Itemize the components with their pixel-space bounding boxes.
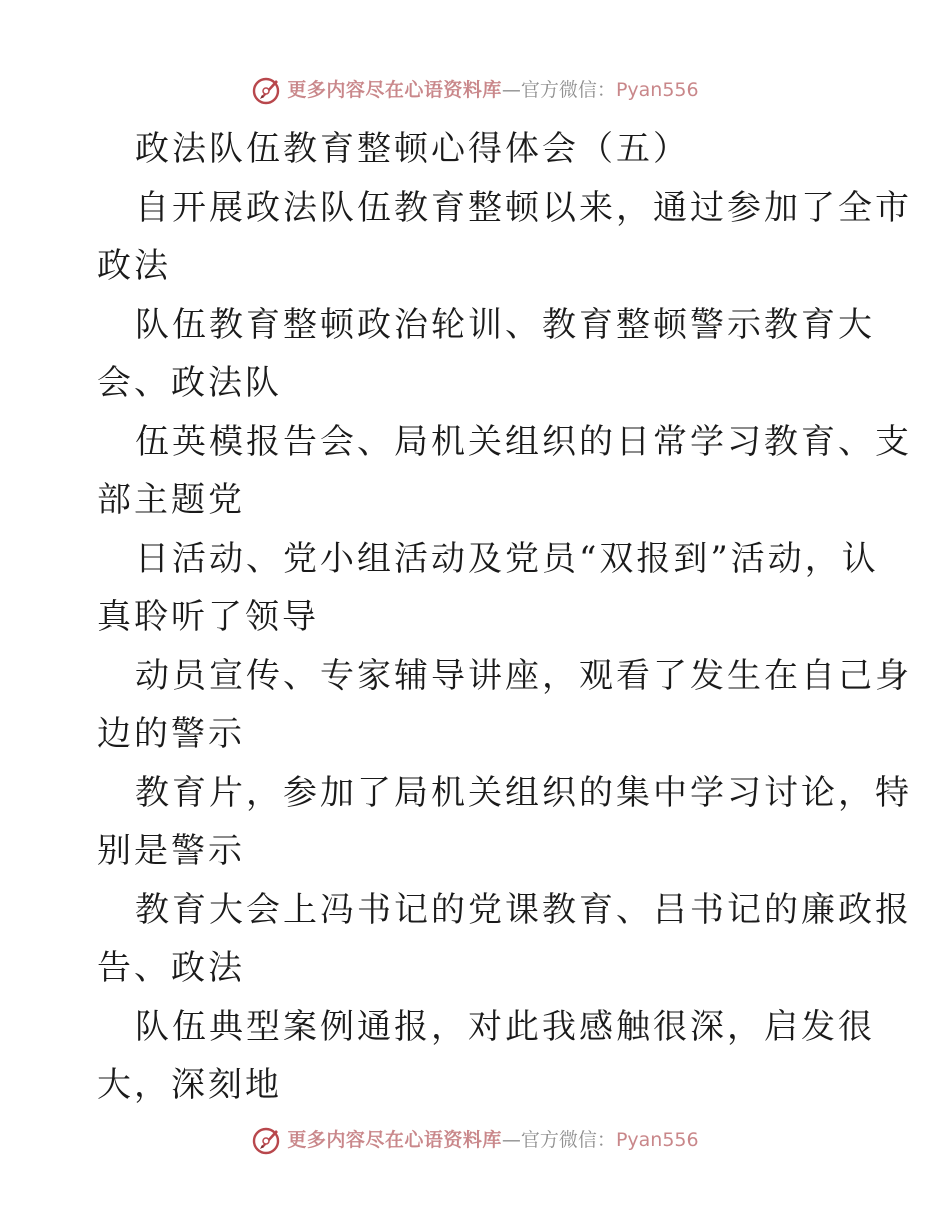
header-banner-main: 更多内容尽在心语资料库 bbox=[287, 78, 502, 101]
document-title: 政法队伍教育整顿心得体会（五） bbox=[135, 129, 690, 169]
text-line: 伍英模报告会、局机关组织的日常学习教育、支 bbox=[135, 421, 912, 462]
footer-banner-main: 更多内容尽在心语资料库 bbox=[287, 1128, 502, 1151]
text-line: 教育大会上冯书记的党课教育、吕书记的廉政报 bbox=[135, 889, 912, 930]
text-line: 真聆听了领导 bbox=[97, 597, 319, 637]
header-banner-text bbox=[287, 78, 699, 101]
text-line: 政法 bbox=[97, 246, 171, 286]
quill-logo-icon bbox=[251, 74, 283, 106]
footer-banner-text bbox=[287, 1128, 699, 1151]
header-wechat-id: Pyan556 bbox=[615, 78, 699, 101]
text-line: 边的警示 bbox=[97, 714, 245, 754]
text-line: 教育片，参加了局机关组织的集中学习讨论，特 bbox=[135, 772, 912, 813]
footer-banner-sep: — bbox=[501, 1128, 521, 1151]
footer-banner bbox=[0, 1120, 950, 1160]
footer-wechat-id: Pyan556 bbox=[615, 1128, 699, 1151]
text-line: 会、政法队 bbox=[97, 363, 282, 403]
text-line: 部主题党 bbox=[97, 480, 245, 520]
text-line: 别是警示 bbox=[97, 831, 245, 871]
footer-wechat-label: 官方微信： bbox=[520, 1128, 616, 1151]
text-line: 告、政法 bbox=[97, 948, 245, 988]
text-line: 日活动、党小组活动及党员“双报到”活动，认 bbox=[135, 538, 879, 579]
text-line: 队伍教育整顿政治轮训、教育整顿警示教育大 bbox=[135, 304, 875, 345]
document-body bbox=[97, 120, 912, 1115]
quill-logo-icon bbox=[251, 1124, 283, 1156]
text-line: 动员宣传、专家辅导讲座，观看了发生在自己身 bbox=[135, 655, 912, 696]
header-wechat-label: 官方微信： bbox=[520, 78, 616, 101]
text-line: 大，深刻地 bbox=[97, 1065, 282, 1105]
header-banner bbox=[0, 70, 950, 110]
header-banner-sep: — bbox=[501, 78, 521, 101]
text-line: 自开展政法队伍教育整顿以来，通过参加了全市 bbox=[135, 187, 912, 228]
text-line: 队伍典型案例通报，对此我感触很深，启发很 bbox=[135, 1006, 875, 1047]
